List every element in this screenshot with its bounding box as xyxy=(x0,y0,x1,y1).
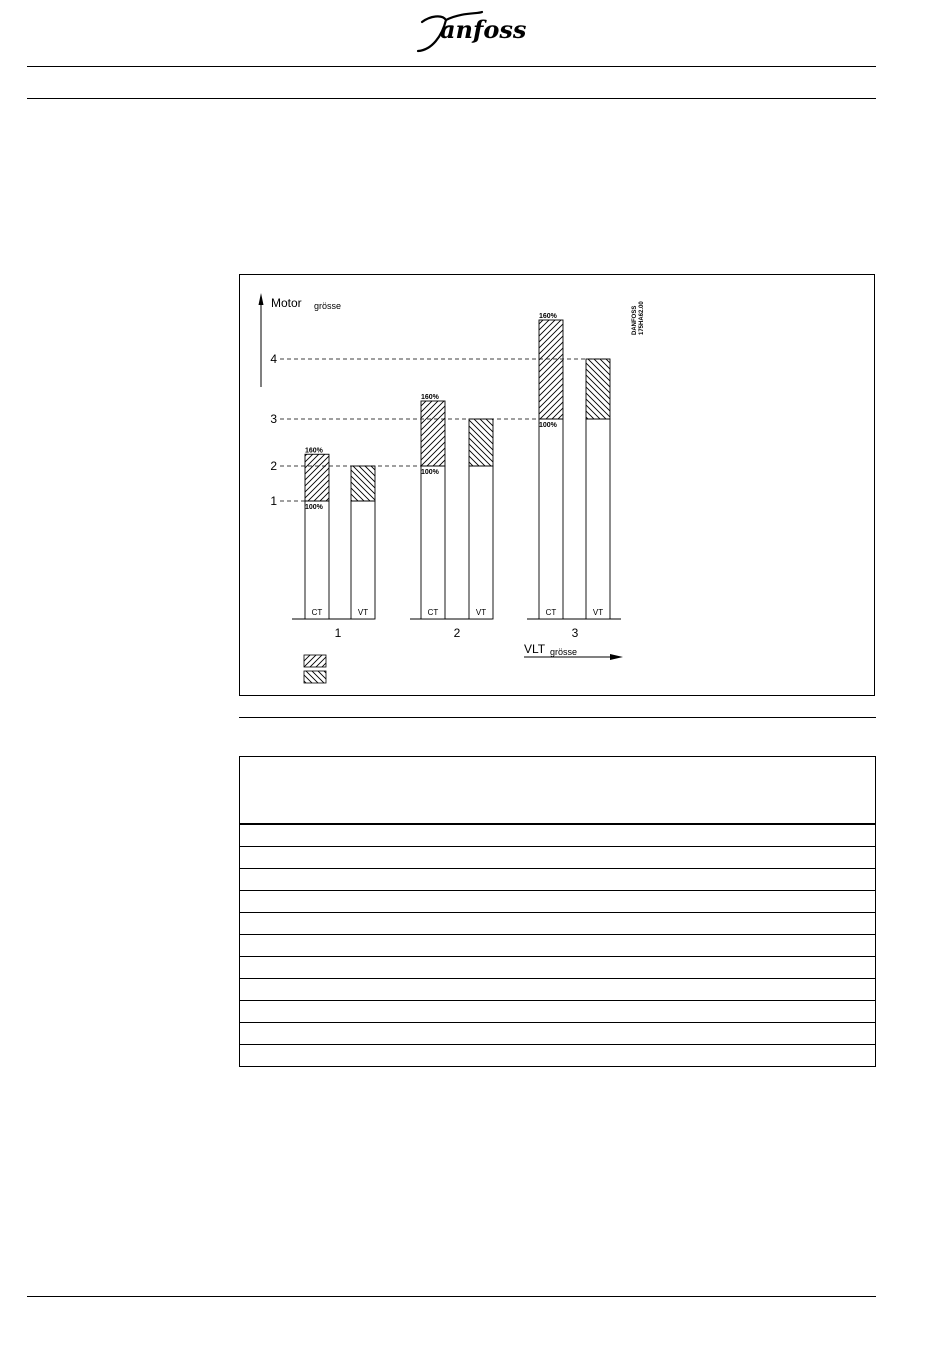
level-label-3: 3 xyxy=(270,412,277,426)
x-axis-arrow-icon xyxy=(610,654,623,660)
pct-low-label-2: 100% xyxy=(421,469,439,476)
figure-svg xyxy=(240,275,876,697)
y-axis-label: Motor xyxy=(271,296,302,310)
bar-label-ct-2: CT xyxy=(427,608,439,617)
bar-overload-vt-2 xyxy=(469,419,493,466)
bar-label-vt-3: VT xyxy=(592,608,604,617)
table-row xyxy=(240,935,875,957)
bar-vt-2 xyxy=(469,466,493,619)
bar-overload-ct-3 xyxy=(539,320,563,419)
svg-text:anfoss: anfoss xyxy=(440,15,527,44)
bar-ct-2 xyxy=(421,466,445,619)
group-label-3: 3 xyxy=(571,626,579,640)
figure-caption-rule xyxy=(239,717,876,718)
motor-size-figure xyxy=(239,274,875,696)
table-row xyxy=(240,891,875,913)
table-row xyxy=(240,1001,875,1023)
table-row xyxy=(240,1023,875,1045)
data-table xyxy=(239,756,876,1067)
bar-label-ct-1: CT xyxy=(311,608,323,617)
bar-ct-3 xyxy=(539,419,563,619)
table-row xyxy=(240,825,875,847)
figure-code-1: DANFOSS xyxy=(632,305,638,335)
table-row xyxy=(240,869,875,891)
pct-low-label-1: 100% xyxy=(305,504,323,511)
legend-swatch-vt xyxy=(304,671,326,683)
bar-label-vt-1: VT xyxy=(357,608,369,617)
x-axis-sub: grösse xyxy=(550,647,578,657)
level-label-4: 4 xyxy=(270,352,277,366)
bar-ct-1 xyxy=(305,501,329,619)
y-axis-sub: grösse xyxy=(314,301,342,311)
level-label-1: 1 xyxy=(270,494,277,508)
bar-label-ct-3: CT xyxy=(545,608,557,617)
figure-code-2: 175HA62.00 xyxy=(639,301,645,335)
footer-rule xyxy=(27,1296,876,1297)
level-label-2: 2 xyxy=(270,459,277,473)
bar-overload-vt-3 xyxy=(586,359,610,419)
table-header xyxy=(240,757,875,825)
table-row xyxy=(240,847,875,869)
bar-vt-1 xyxy=(351,501,375,619)
pct-high-label-2: 160% xyxy=(421,394,439,401)
legend-swatch-ct xyxy=(304,655,326,667)
table-row xyxy=(240,1045,875,1067)
bar-overload-ct-2 xyxy=(421,401,445,466)
pct-high-label-3: 160% xyxy=(539,313,557,320)
bar-overload-ct-1 xyxy=(305,454,329,501)
group-label-1: 1 xyxy=(334,626,342,640)
x-axis-label: VLT xyxy=(524,642,546,656)
bar-label-vt-2: VT xyxy=(475,608,487,617)
danfoss-logo xyxy=(412,6,542,56)
header-rule-top xyxy=(27,66,876,67)
bar-vt-3 xyxy=(586,419,610,619)
table-row xyxy=(240,979,875,1001)
bar-overload-vt-1 xyxy=(351,466,375,501)
y-axis-arrow-icon xyxy=(259,293,264,305)
header-rule-bottom xyxy=(27,98,876,99)
table-row xyxy=(240,913,875,935)
pct-low-label-3: 100% xyxy=(539,422,557,429)
table-row xyxy=(240,957,875,979)
group-label-2: 2 xyxy=(453,626,461,640)
pct-high-label-1: 160% xyxy=(305,447,323,455)
